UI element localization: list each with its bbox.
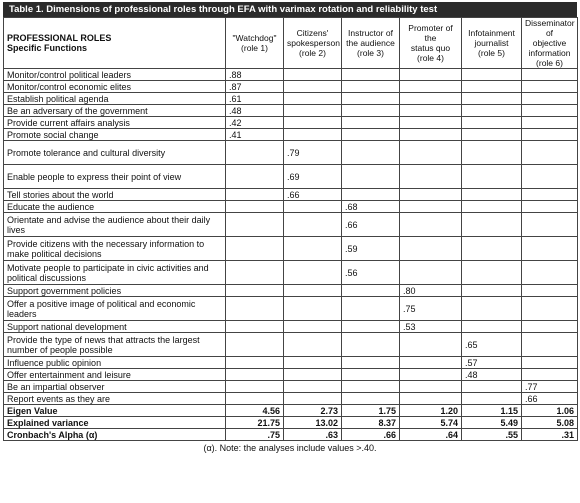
loading-cell — [226, 165, 284, 189]
stat-value: 1.20 — [400, 405, 462, 417]
loading-cell — [462, 237, 522, 261]
loading-cell — [284, 81, 342, 93]
loading-cell — [522, 129, 578, 141]
loading-cell — [342, 381, 400, 393]
table-row — [4, 117, 578, 129]
loading-cell — [284, 237, 342, 261]
table-note: (α). Note: the analyses include values >.40. — [203, 443, 377, 453]
loading-cell — [462, 189, 522, 201]
loading-cell — [400, 165, 462, 189]
table-row — [4, 237, 578, 261]
stat-value: .55 — [462, 429, 522, 441]
loading-cell: .56 — [342, 261, 400, 285]
function-cell: Enable people to express their point of view — [4, 165, 226, 189]
loading-cell — [342, 69, 400, 81]
table-container — [3, 2, 577, 453]
loading-cell — [522, 141, 578, 165]
loading-cell — [462, 165, 522, 189]
role-header-line: (role 4) — [417, 53, 444, 63]
loading-cell: .65 — [462, 333, 522, 357]
loading-cell — [226, 369, 284, 381]
role-header-line: (role 3) — [357, 48, 384, 58]
loading-cell — [462, 213, 522, 237]
loading-cell — [226, 321, 284, 333]
loading-cell — [284, 369, 342, 381]
function-cell: Promote social change — [4, 129, 226, 141]
loading-cell — [284, 333, 342, 357]
function-cell: Motivate people to participate in civic activities and political discussions — [4, 261, 226, 285]
loading-cell — [400, 105, 462, 117]
loading-cell: .68 — [342, 201, 400, 213]
loading-cell — [462, 69, 522, 81]
stat-row — [4, 417, 578, 429]
loading-cell — [342, 129, 400, 141]
function-cell: Report events as they are — [4, 393, 226, 405]
loading-cell — [342, 357, 400, 369]
loading-cell — [226, 201, 284, 213]
role-header-line: (role 5) — [478, 48, 505, 58]
loading-cell — [522, 69, 578, 81]
loading-cell — [284, 261, 342, 285]
loading-cell — [400, 129, 462, 141]
table-row — [4, 381, 578, 393]
loading-cell: .41 — [226, 129, 284, 141]
loading-cell — [400, 237, 462, 261]
table-row — [4, 165, 578, 189]
stat-value: 21.75 — [226, 417, 284, 429]
stat-value: 4.56 — [226, 405, 284, 417]
stat-value: .75 — [226, 429, 284, 441]
loading-cell — [284, 117, 342, 129]
function-cell: Offer a positive image of political and economic leaders — [4, 297, 226, 321]
table-row — [4, 261, 578, 285]
loading-cell — [226, 393, 284, 405]
table-row — [4, 333, 578, 357]
function-cell: Support national development — [4, 321, 226, 333]
function-cell: Be an adversary of the government — [4, 105, 226, 117]
function-cell: Promote tolerance and cultural diversity — [4, 141, 226, 165]
role-header-line: objective — [532, 38, 567, 48]
table-title: Table 1. Dimensions of professional roles through EFA with varimax rotation and reliability test — [3, 2, 577, 17]
table-row — [4, 129, 578, 141]
stat-value: 5.49 — [462, 417, 522, 429]
loading-cell: .48 — [462, 369, 522, 381]
loading-cell — [342, 369, 400, 381]
loading-cell — [226, 285, 284, 297]
function-header-line: Specific Functions — [7, 43, 88, 53]
table-row — [4, 321, 578, 333]
loading-cell: .66 — [342, 213, 400, 237]
function-cell: Monitor/control political leaders — [4, 69, 226, 81]
loading-cell — [522, 105, 578, 117]
loading-cell: .57 — [462, 357, 522, 369]
loading-cell — [342, 333, 400, 357]
loading-cell — [462, 381, 522, 393]
loading-cell — [522, 117, 578, 129]
loading-cell — [522, 321, 578, 333]
role-header-line: Instructor of — [348, 28, 393, 38]
table-row — [4, 393, 578, 405]
loading-cell: .87 — [226, 81, 284, 93]
loading-cell — [400, 333, 462, 357]
loading-cell — [284, 93, 342, 105]
stat-value: 1.06 — [522, 405, 578, 417]
stat-value: 8.37 — [342, 417, 400, 429]
loading-cell — [400, 213, 462, 237]
function-cell: Provide current affairs analysis — [4, 117, 226, 129]
loading-cell — [522, 165, 578, 189]
loading-cell — [284, 285, 342, 297]
loading-cell — [342, 393, 400, 405]
loading-cell — [284, 381, 342, 393]
loading-cell — [522, 297, 578, 321]
loading-cell — [342, 165, 400, 189]
role-header-line: Infotainment — [468, 28, 515, 38]
loading-cell — [284, 129, 342, 141]
table-row — [4, 93, 578, 105]
loading-cell — [400, 93, 462, 105]
loading-cell — [284, 201, 342, 213]
stat-value: 1.15 — [462, 405, 522, 417]
loading-cell: .75 — [400, 297, 462, 321]
table-row — [4, 213, 578, 237]
loading-cell — [284, 297, 342, 321]
roles-table — [3, 17, 578, 441]
loading-cell — [400, 261, 462, 285]
loading-cell — [226, 381, 284, 393]
function-cell: Support government policies — [4, 285, 226, 297]
stat-value: .63 — [284, 429, 342, 441]
table-row — [4, 201, 578, 213]
table-row — [4, 297, 578, 321]
function-cell: Be an impartial observer — [4, 381, 226, 393]
loading-cell — [462, 81, 522, 93]
loading-cell: .69 — [284, 165, 342, 189]
table-row — [4, 141, 578, 165]
loading-cell — [522, 237, 578, 261]
loading-cell — [522, 357, 578, 369]
function-cell: Provide citizens with the necessary information to make political decisions — [4, 237, 226, 261]
loading-cell — [462, 129, 522, 141]
loading-cell — [342, 297, 400, 321]
loading-cell — [400, 201, 462, 213]
loading-cell: .42 — [226, 117, 284, 129]
function-cell: Monitor/control economic elites — [4, 81, 226, 93]
loading-cell: .61 — [226, 93, 284, 105]
loading-cell: .48 — [226, 105, 284, 117]
role-header-line: information — [528, 48, 571, 58]
loading-cell — [342, 321, 400, 333]
loading-cell — [400, 69, 462, 81]
stat-row — [4, 429, 578, 441]
role-header-line: spokesperson — [287, 38, 340, 48]
function-cell: Influence public opinion — [4, 357, 226, 369]
loading-cell — [462, 321, 522, 333]
loading-cell — [400, 357, 462, 369]
role-header — [400, 18, 462, 69]
loading-cell — [400, 117, 462, 129]
loading-cell: .53 — [400, 321, 462, 333]
role-header — [342, 18, 400, 69]
loading-cell — [284, 213, 342, 237]
loading-cell — [342, 81, 400, 93]
role-header-line: Promoter of the — [408, 23, 453, 43]
loading-cell — [226, 333, 284, 357]
function-header — [4, 18, 226, 69]
stat-value: 5.08 — [522, 417, 578, 429]
loading-cell — [522, 81, 578, 93]
stat-label: Eigen Value — [4, 405, 226, 417]
loading-cell — [522, 189, 578, 201]
loading-cell — [284, 69, 342, 81]
stat-value: 5.74 — [400, 417, 462, 429]
loading-cell — [522, 333, 578, 357]
loading-cell — [462, 393, 522, 405]
table-row — [4, 357, 578, 369]
role-header — [226, 18, 284, 69]
loading-cell — [522, 201, 578, 213]
loading-cell — [226, 357, 284, 369]
loading-cell — [400, 81, 462, 93]
loading-cell — [226, 297, 284, 321]
stat-value: 2.73 — [284, 405, 342, 417]
loading-cell — [226, 189, 284, 201]
loading-cell — [462, 141, 522, 165]
function-cell: Establish political agenda — [4, 93, 226, 105]
loading-cell — [462, 261, 522, 285]
loading-cell — [226, 141, 284, 165]
role-header — [522, 18, 578, 69]
role-header-line: Citizens' — [296, 28, 329, 38]
table-row — [4, 81, 578, 93]
loading-cell — [400, 393, 462, 405]
table-body — [4, 69, 578, 405]
stat-value: 1.75 — [342, 405, 400, 417]
loading-cell — [400, 189, 462, 201]
loading-cell — [462, 93, 522, 105]
role-header — [462, 18, 522, 69]
stat-value: 13.02 — [284, 417, 342, 429]
stat-row — [4, 405, 578, 417]
loading-cell — [342, 141, 400, 165]
loading-cell — [522, 285, 578, 297]
function-cell: Provide the type of news that attracts the largest number of people possible — [4, 333, 226, 357]
loading-cell — [342, 285, 400, 297]
stat-label: Cronbach's Alpha (α) — [4, 429, 226, 441]
function-cell: Tell stories about the world — [4, 189, 226, 201]
loading-cell — [284, 105, 342, 117]
stat-value: .31 — [522, 429, 578, 441]
table-row — [4, 369, 578, 381]
loading-cell — [342, 117, 400, 129]
loading-cell: .79 — [284, 141, 342, 165]
loading-cell — [284, 357, 342, 369]
loading-cell — [342, 93, 400, 105]
function-cell: Educate the audience — [4, 201, 226, 213]
table-row — [4, 285, 578, 297]
loading-cell: .77 — [522, 381, 578, 393]
loading-cell: .88 — [226, 69, 284, 81]
loading-cell: .66 — [522, 393, 578, 405]
table-row — [4, 189, 578, 201]
loading-cell — [400, 381, 462, 393]
loading-cell — [226, 237, 284, 261]
function-cell: Orientate and advise the audience about their daily lives — [4, 213, 226, 237]
loading-cell — [522, 369, 578, 381]
loading-cell — [462, 201, 522, 213]
loading-cell — [284, 393, 342, 405]
loading-cell — [522, 213, 578, 237]
loading-cell: .59 — [342, 237, 400, 261]
loading-cell — [342, 105, 400, 117]
role-header-line: (role 2) — [299, 48, 326, 58]
function-cell: Offer entertainment and leisure — [4, 369, 226, 381]
role-header-line: "Watchdog" — [232, 33, 277, 43]
stat-value: .64 — [400, 429, 462, 441]
role-header-line: (role 1) — [241, 43, 268, 53]
loading-cell — [342, 189, 400, 201]
role-header-line: journalist — [474, 38, 509, 48]
role-header — [284, 18, 342, 69]
loading-cell: .80 — [400, 285, 462, 297]
header-row — [4, 18, 578, 69]
function-header-line: PROFESSIONAL ROLES — [7, 33, 112, 43]
loading-cell — [226, 261, 284, 285]
role-header-line: Disseminator of — [525, 18, 575, 38]
loading-cell — [462, 117, 522, 129]
loading-cell — [284, 321, 342, 333]
loading-cell: .66 — [284, 189, 342, 201]
loading-cell — [226, 213, 284, 237]
role-header-line: (role 6) — [536, 58, 563, 68]
loading-cell — [462, 285, 522, 297]
role-header-line: the audience — [346, 38, 395, 48]
table-row — [4, 105, 578, 117]
stat-label: Explained variance — [4, 417, 226, 429]
loading-cell — [400, 141, 462, 165]
stat-value: .66 — [342, 429, 400, 441]
loading-cell — [522, 93, 578, 105]
loading-cell — [522, 261, 578, 285]
loading-cell — [462, 105, 522, 117]
table-stats — [4, 405, 578, 441]
loading-cell — [462, 297, 522, 321]
role-header-line: status quo — [410, 43, 451, 53]
table-row — [4, 69, 578, 81]
loading-cell — [400, 369, 462, 381]
